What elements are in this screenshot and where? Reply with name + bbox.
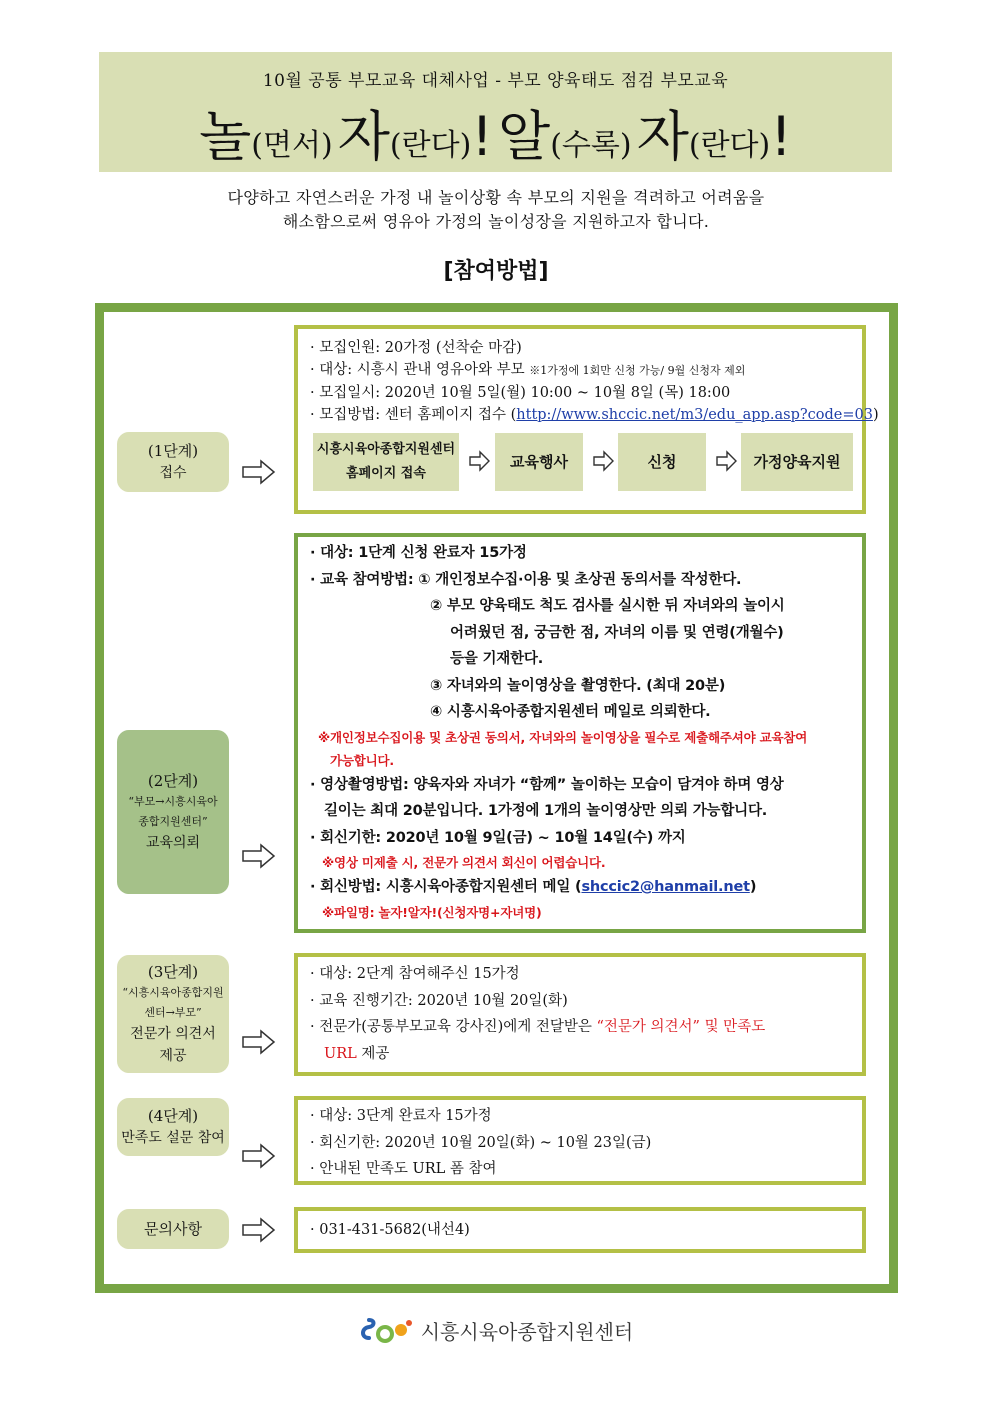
stage2-target: · 대상: 1단계 신청 완료자 15가정 (310, 545, 527, 561)
title-part: 놀 (199, 105, 252, 168)
stage3-line: · 대상: 2단계 참여해주신 15가정 (310, 966, 520, 982)
stage3-line (310, 1041, 850, 1068)
stage3-text: 제공 (356, 1045, 390, 1062)
stage2-method: ③ 자녀와의 놀이영상을 촬영한다. (최대 20분) (430, 677, 726, 694)
arrow-right-icon (242, 459, 276, 485)
stage4-desc: 만족도 설문 참여 (121, 1130, 225, 1146)
stage2-video: · 영상촬영방법: 양육자와 자녀가 “함께” 놀이하는 모습이 담겨야 하며 영상 (310, 776, 784, 793)
stage1-flow (313, 433, 858, 491)
arrow-right-icon (242, 843, 276, 869)
flow-step-text: 시흥시육아종합지원센터 (316, 442, 456, 457)
inquiry-box (294, 1207, 866, 1253)
title-part: ! (471, 105, 493, 168)
stage1-desc: 접수 (159, 465, 187, 481)
title-part: 자 (337, 105, 390, 168)
stage2-method: 등을 기재한다. (450, 651, 543, 667)
stage4-label-box (117, 1098, 229, 1156)
flow-step-text: 홈페이지 접속 (346, 466, 426, 481)
stage2-method: 어려웠던 점, 궁금한 점, 자녀의 이름 및 연령(개월수) (450, 624, 784, 641)
flow-step-event: 교육행사 (495, 433, 583, 491)
stage2-warning: ※영상 미제출 시, 전문가 의견서 회신이 어렵습니다. (322, 855, 606, 870)
stage1-method: · 모집방법: 센터 홈페이지 접수 ( (310, 407, 517, 423)
flow-step-homepage (313, 433, 459, 491)
title-part: 알 (498, 105, 551, 168)
stage2-method: · 교육 참여방법: ① 개인정보수집·이용 및 초상권 동의서를 작성한다. (310, 571, 742, 588)
org-logo-icon (359, 1314, 415, 1346)
stage1-line (310, 359, 850, 382)
stage2-reply-close: ) (749, 879, 757, 895)
section-title: [참여방법] (443, 259, 549, 284)
stage2-method: ② 부모 양육태도 척도 검사를 실시한 뒤 자녀와의 놀이시 (430, 598, 785, 614)
title-banner (99, 52, 892, 172)
stage2-desc: “부모→시흥시육아 (128, 795, 218, 808)
inquiry-label: 문의사항 (144, 1220, 202, 1238)
stage2-label-box (117, 730, 229, 894)
stage3-highlight: URL (324, 1045, 357, 1062)
title-part: ! (770, 105, 792, 168)
arrow-right-icon (242, 1029, 276, 1055)
arrow-right-icon (593, 449, 615, 473)
stage3-line (310, 1014, 850, 1041)
stage2-warning: 가능합니다. (330, 752, 394, 768)
stage1-note: ※1가정에 1회만 신청 가능/ 9월 신청자 제외 (529, 364, 746, 377)
title-part: (란다) (389, 128, 472, 163)
stage2-deadline: · 회신기한: 2020년 10월 9일(금) ~ 10월 14일(수) 까지 (310, 829, 686, 846)
stage4-label: (4단계) (147, 1107, 199, 1125)
intro-line: 다양하고 자연스러운 가정 내 놀이상황 속 부모의 지원을 격려하고 어려움을 (227, 188, 765, 207)
banner-subtitle: 10월 공통 부모교육 대체사업 - 부모 양육태도 점검 부모교육 (262, 71, 729, 91)
stage3-desc: 전문가 의견서 (130, 1026, 216, 1042)
email-link[interactable]: shccic2@hanmail.net (581, 879, 750, 895)
stage1-line (310, 404, 879, 426)
stage2-label: (2단계) (147, 772, 199, 790)
stage3-desc: 제공 (159, 1048, 187, 1064)
stage3-line: · 교육 진행기간: 2020년 10월 20일(화) (310, 992, 568, 1009)
stage2-method: ④ 시흥시육아종합지원센터 메일로 의뢰한다. (430, 704, 711, 720)
stage1-line: · 모집일시: 2020년 10월 5일(월) 10:00 ~ 10월 8일 (목) 18:00 (310, 385, 731, 401)
footer (0, 1310, 992, 1350)
stage1-target: · 대상: 시흥시 관내 영유아와 부모 (310, 362, 525, 378)
stage3-label: (3단계) (147, 963, 199, 981)
stage3-desc: “시흥시육아종합지원 (122, 986, 224, 999)
stage4-line: · 회신기한: 2020년 10월 20일(화) ~ 10월 23일(금) (310, 1134, 652, 1151)
arrow-right-icon (242, 1217, 276, 1243)
stage3-text: · 전문가(공통부모교육 강사진)에게 전달받은 (310, 1019, 597, 1035)
org-name: 시흥시육아종합지원센터 (420, 1319, 634, 1344)
stage2-warning: ※개인정보수집이용 및 초상권 동의서, 자녀와의 놀이영상을 필수로 제출해주셔야 교육참여 (318, 729, 808, 745)
inquiry-label-box (117, 1209, 229, 1249)
stage2-video: 길이는 최대 20분입니다. 1가정에 1개의 놀이영상만 의뢰 가능합니다. (324, 803, 768, 819)
inquiry-phone: · 031-431-5682(내선4) (310, 1222, 470, 1238)
arrow-right-icon (242, 1143, 276, 1169)
flow-step-home-parenting: 가정양육지원 (741, 433, 853, 491)
flow-step-apply: 신청 (618, 433, 706, 491)
title-part: 자 (636, 105, 689, 168)
stage2-filename-note: ※파일명: 놀자!알자!(신청자명+자녀명) (322, 904, 542, 920)
stage3-box (294, 953, 866, 1076)
stage1-line: · 모집인원: 20가정 (선착순 마감) (310, 340, 522, 356)
arrow-right-icon (469, 449, 491, 473)
title-part: (란다) (688, 128, 771, 163)
stage2-reply-text: · 회신방법: 시흥시육아종합지원센터 메일 ( (310, 879, 582, 895)
stage4-box (294, 1096, 866, 1185)
intro-text (0, 186, 992, 234)
title-part: (면서) (251, 128, 333, 163)
stage1-label-box (117, 432, 229, 492)
intro-line: 해소함으로써 영유아 가정의 놀이성장을 지원하고자 합니다. (282, 212, 710, 231)
homepage-link[interactable]: http://www.shccic.net/m3/edu_app.asp?code=03 (516, 407, 873, 423)
stage4-line: · 대상: 3단계 완료자 15가정 (310, 1108, 492, 1124)
title-part: (수록) (550, 128, 632, 163)
arrow-right-icon (716, 449, 738, 473)
stage2-box (294, 533, 866, 933)
stage3-label-box (117, 955, 229, 1073)
stage2-desc: 종합지원센터” (138, 815, 208, 828)
stage4-line: · 안내된 만족도 URL 폼 참여 (310, 1161, 497, 1177)
stage2-desc: 교육의뢰 (145, 835, 201, 851)
stage1-link-close: ) (872, 407, 879, 423)
stage2-reply (310, 874, 850, 901)
stage3-desc: 센터→부모” (144, 1006, 202, 1019)
stage1-label: (1단계) (147, 442, 199, 460)
banner-title (99, 94, 892, 171)
stage3-highlight: “전문가 의견서” 및 만족도 (596, 1019, 766, 1035)
